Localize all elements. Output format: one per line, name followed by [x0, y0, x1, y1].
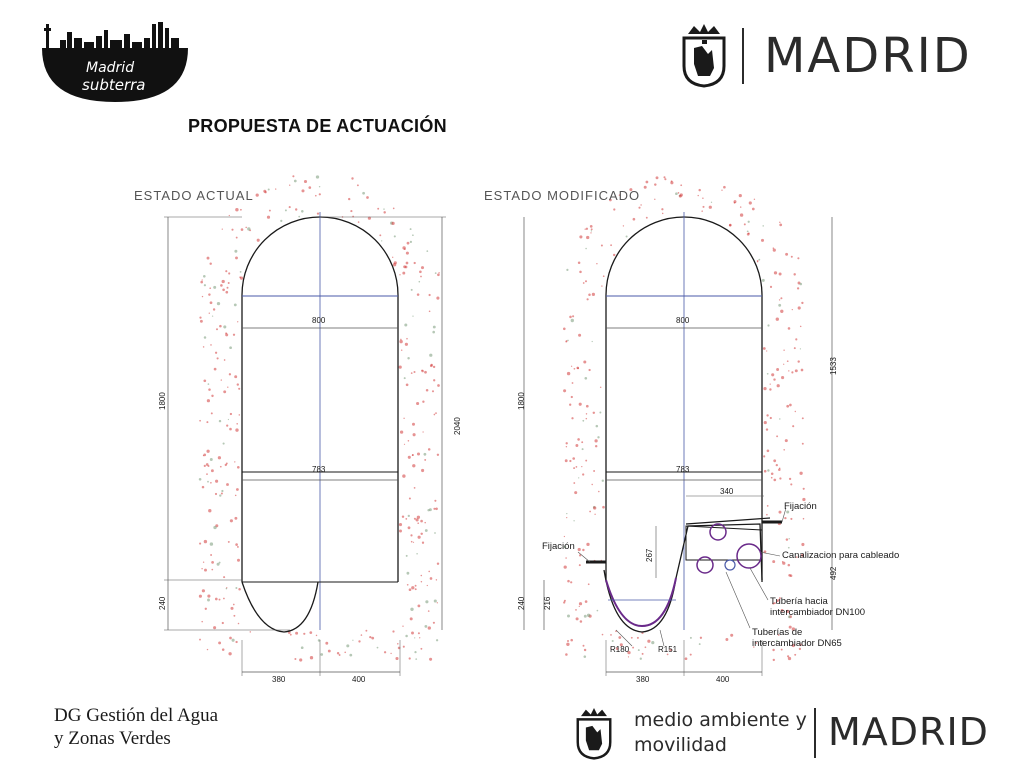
logo-separator [742, 28, 744, 84]
right-dim-400: 400 [716, 675, 730, 684]
annotation-pipe-dn100-l2: intercambiador DN100 [770, 607, 866, 618]
madrid-wordmark: MADRID [764, 28, 972, 84]
left-dim-400: 400 [352, 675, 366, 684]
right-dim-783: 783 [676, 465, 690, 474]
right-dim-492: 492 [829, 566, 838, 580]
logo-line-2: subterra [82, 76, 146, 94]
page-title: PROPUESTA DE ACTUACIÓN [188, 116, 447, 136]
right-dim-216: 216 [543, 596, 552, 610]
footer-department [54, 704, 218, 750]
annotation-fixing-left: Fijación [542, 541, 575, 552]
madrid-subterra-logo [40, 18, 190, 102]
right-dim-1533: 1533 [829, 357, 838, 375]
right-radius-r151: R151 [658, 645, 678, 654]
right-section [484, 188, 899, 684]
annotation-fixing-right: Fijación [784, 501, 817, 512]
right-dim-800: 800 [676, 316, 690, 325]
madrid-city-logo [680, 24, 1010, 88]
right-radius-r180: R180 [610, 645, 630, 654]
logo-separator [814, 708, 816, 758]
tunnel-cross-section-drawing [120, 160, 960, 690]
left-dim-1800: 1800 [158, 392, 167, 410]
logo-line-1: Madrid [86, 60, 135, 76]
coat-of-arms-icon [680, 24, 728, 88]
right-dim-1800: 1800 [517, 392, 526, 410]
annotation-pipe-dn65-l1: Tuberías de [752, 627, 803, 638]
footer-area-line-1: medio ambiente y [634, 709, 807, 731]
right-dim-240: 240 [517, 596, 526, 610]
right-dim-380: 380 [636, 675, 650, 684]
right-dim-340: 340 [720, 487, 734, 496]
left-dim-2040: 2040 [453, 417, 462, 435]
right-section-label: ESTADO MODIFICADO [484, 188, 641, 203]
footer-area-name [634, 708, 807, 758]
left-dim-800: 800 [312, 316, 326, 325]
speckle-soil-left [199, 175, 440, 661]
left-dim-783: 783 [312, 465, 326, 474]
left-dim-240: 240 [158, 596, 167, 610]
left-section-label: ESTADO ACTUAL [134, 188, 254, 203]
annotation-pipe-dn100-l1: Tubería hacia [770, 596, 828, 607]
annotation-pipe-dn65-l2: intercambiador DN65 [752, 638, 842, 649]
footer-dept-line-1: DG Gestión del Agua [54, 705, 219, 726]
footer-area-line-2: movilidad [634, 734, 727, 756]
right-dim-267: 267 [645, 548, 654, 562]
annotation-cable-duct: Canalizacion para cableado [782, 550, 900, 561]
footer-dept-line-2: y Zonas Verdes [54, 728, 171, 749]
footer-madrid-logo [574, 706, 1014, 762]
madrid-wordmark: MADRID [828, 710, 989, 754]
coat-of-arms-icon [574, 708, 614, 760]
left-dim-380: 380 [272, 675, 286, 684]
